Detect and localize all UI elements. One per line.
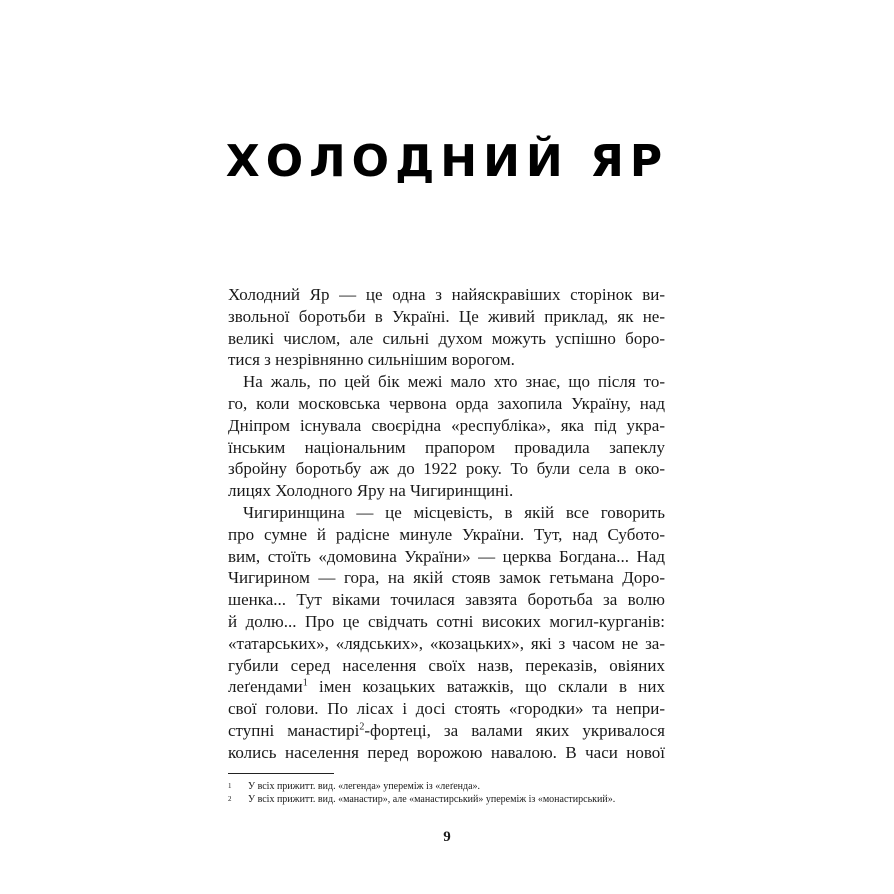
footnote-number: 1 (228, 782, 232, 790)
body-text (228, 284, 665, 764)
text-fragment: леґендами (228, 677, 303, 697)
footnote-text: У всіх прижитт. вид. «легенда» упереміж із «леґенда». (248, 781, 481, 792)
text-line: Дніпром існувала своєрідна «республіка», яка під укра- (228, 415, 665, 435)
footnote-divider (228, 773, 334, 774)
text-line: їнським національним прапором провадила запеклу (228, 437, 665, 457)
text-line: тися з незрівнянно сильнішим ворогом. (228, 350, 515, 370)
text-line: колись населення перед ворожою навалою. В часи нової (228, 742, 665, 762)
text-line: Чигирином — гора, на якій стояв замок гетьмана Доро- (228, 568, 665, 588)
text-line: свої голови. По лісах і досі стоять «городки» та непри- (228, 699, 665, 719)
text-line: збройну боротьбу аж до 1922 року. То були села в око- (228, 459, 665, 479)
text-line: великі числом, але сильні духом можуть успішно боро- (228, 328, 665, 348)
footnote-text: У всіх прижитт. вид. «манастир», але «манастирський» упереміж із «монастирський». (248, 794, 616, 805)
text-line: губили серед населення своїх назв, переказів, овіяних (228, 655, 665, 675)
footnote (228, 793, 615, 806)
text-fragment: імен козацьких ватажків, що склали в них (319, 677, 666, 697)
footnote (228, 780, 480, 793)
text-fragment: -фортеці, за валами яких укривалося (364, 720, 666, 740)
text-line: На жаль, по цей бік межі мало хто знає, що після то- (243, 372, 665, 392)
text-line: Чигиринщина — це місцевість, в якій все говорить (243, 502, 665, 522)
text-line: й долю... Про це свідчать сотні високих могил-курганів: (228, 611, 665, 631)
text-line: про сумне й радісне минуле України. Тут, над Субото- (228, 524, 665, 544)
text-line: вим, стоїть «домовина України» — церква Богдана... Над (228, 546, 665, 566)
chapter-title: ХОЛОДНИЙ ЯР (225, 136, 669, 187)
text-fragment: ступні манастирі (228, 720, 360, 740)
page-number: 9 (443, 829, 451, 845)
footnote-number: 2 (228, 795, 232, 803)
footnote-ref[interactable]: 2 (359, 721, 365, 733)
text-line: звольної боротьби в Україні. Це живий приклад, як не- (228, 306, 665, 326)
text-line: лицях Холодного Яру на Чигиринщині. (228, 481, 514, 501)
text-line: шенка... Тут віками точилася завзята боротьба за волю (228, 590, 665, 610)
text-line (228, 720, 665, 742)
text-line: Холодний Яр — це одна з найяскравіших сторінок ви- (228, 285, 665, 304)
text-line: «татарських», «лядських», «козацьких», які з часом не за- (228, 633, 665, 653)
footnote-ref[interactable]: 1 (302, 677, 308, 689)
text-line (228, 676, 665, 698)
text-line: го, коли московська червона орда захопила Україну, над (228, 393, 665, 413)
